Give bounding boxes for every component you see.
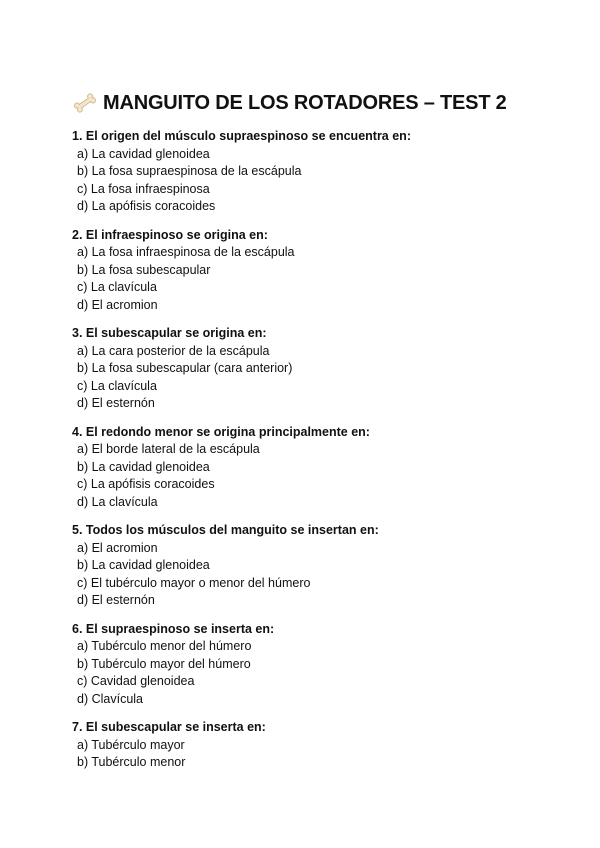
question-text: 2. El infraespinoso se origina en:: [72, 227, 268, 242]
option-a: a) El borde lateral de la escápula: [77, 442, 260, 456]
question-3: [72, 325, 540, 413]
option-b: b) La cavidad glenoidea: [77, 558, 210, 572]
question-5: [72, 522, 540, 610]
option-a: a) Tubérculo mayor: [77, 737, 185, 752]
option-c: c) La clavícula: [77, 280, 157, 294]
option-a: a) El acromion: [77, 540, 158, 555]
question-text: 1. El origen del músculo supraespinoso se encuentra en:: [72, 129, 411, 143]
option-b: b) Tubérculo menor: [77, 755, 186, 769]
option-b: b) La fosa subescapular (cara anterior): [77, 361, 293, 375]
option-a: a) La cara posterior de la escápula: [77, 343, 270, 358]
question-2: [72, 227, 540, 315]
bone-icon: [72, 93, 98, 113]
question-text: 7. El subescapular se inserta en:: [72, 720, 266, 734]
option-c: c) La apófisis coracoides: [77, 477, 215, 491]
option-c: c) La clavícula: [77, 378, 157, 393]
question-text: 5. Todos los músculos del manguito se insertan en:: [72, 523, 379, 537]
question-1: [72, 128, 540, 216]
option-b: b) Tubérculo mayor del húmero: [77, 656, 251, 671]
option-c: c) Cavidad glenoidea: [77, 674, 195, 688]
option-d: d) El esternón: [77, 593, 155, 607]
option-d: d) Clavícula: [77, 691, 143, 706]
page-title: MANGUITO DE LOS ROTADORES – TEST 2: [103, 91, 507, 114]
option-a: a) Tubérculo menor del húmero: [77, 639, 252, 653]
option-b: b) La fosa subescapular: [77, 262, 211, 277]
option-b: b) La fosa supraespinosa de la escápula: [77, 164, 302, 178]
question-text: 6. El supraespinoso se inserta en:: [72, 621, 275, 636]
option-c: c) La fosa infraespinosa: [77, 181, 210, 196]
question-7: [72, 719, 540, 772]
option-c: c) El tubérculo mayor o menor del húmero: [77, 575, 311, 590]
question-text: 4. El redondo menor se origina principalmente en:: [72, 424, 370, 439]
option-d: d) La clavícula: [77, 494, 158, 509]
option-d: d) El esternón: [77, 396, 155, 410]
option-b: b) La cavidad glenoidea: [77, 459, 210, 474]
option-a: a) La fosa infraespinosa de la escápula: [77, 245, 295, 259]
option-d: d) La apófisis coracoides: [77, 199, 216, 213]
option-d: d) El acromion: [77, 297, 158, 312]
title-row: [72, 90, 540, 116]
option-a: a) La cavidad glenoidea: [77, 146, 210, 161]
question-4: [72, 424, 540, 512]
question-6: [72, 621, 540, 709]
question-text: 3. El subescapular se origina en:: [72, 326, 267, 340]
